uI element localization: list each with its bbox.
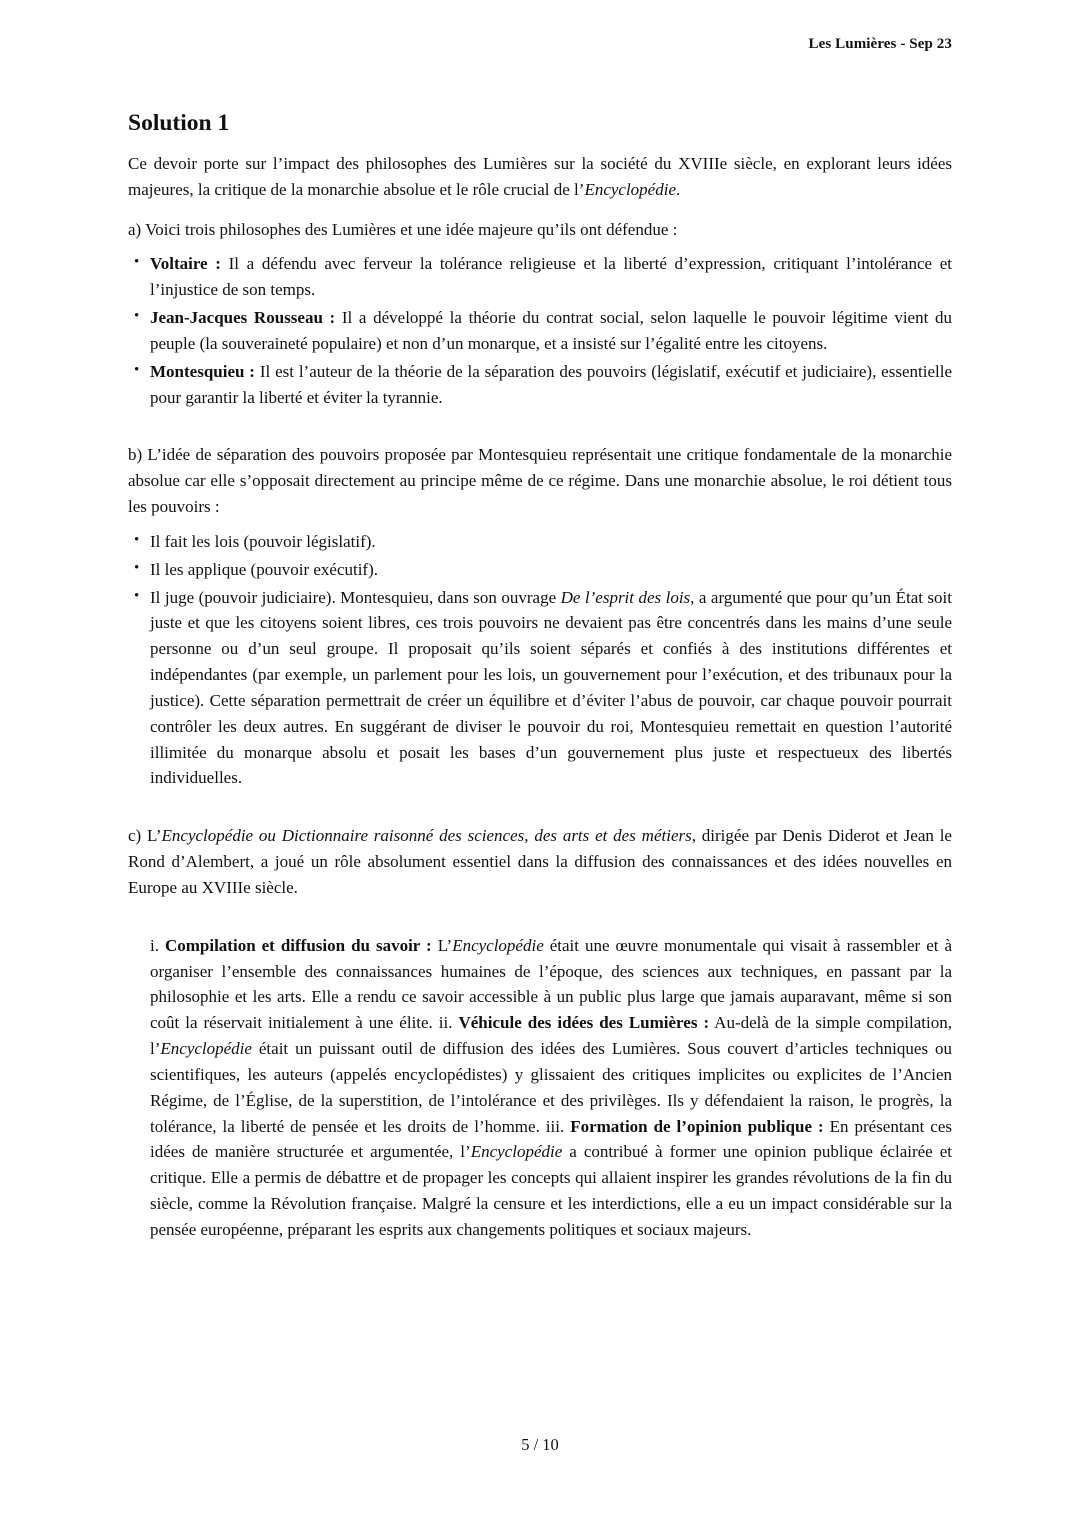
text-run: , dirigée par Denis Diderot et Jean le Rond d’Alembert, a joué un rôle absolument essentiel dans la diffusion des connaissances et des idées nouvelles en Europe au XVIIIe siècle.	[128, 826, 952, 897]
text-run: L’	[431, 935, 453, 955]
text-run: Encyclopédie	[160, 1039, 252, 1059]
paragraph	[128, 442, 952, 519]
bullet-item	[150, 585, 952, 792]
page-number: 5 / 10	[521, 1435, 559, 1454]
bullet-item	[150, 251, 952, 303]
text-run: Il juge (pouvoir judiciaire). Montesquieu, dans son ouvrage	[150, 587, 561, 607]
text-run: Encyclopédie	[452, 935, 544, 955]
text-run: c) L’	[128, 826, 162, 846]
text-run: Il les applique (pouvoir exécutif).	[150, 559, 379, 579]
text-run: i.	[150, 935, 165, 955]
text-run: a) Voici trois philosophes des Lumières et une idée majeure qu’ils ont défendue :	[128, 219, 678, 239]
text-run: Encyclopédie	[470, 1142, 563, 1162]
text-run: Au-delà de la simple compilation, l’	[150, 1013, 952, 1059]
paragraph	[128, 823, 952, 900]
text-run: Encyclopédie ou Dictionnaire raisonné des sciences, des arts et des métiers	[161, 826, 692, 846]
document-content	[128, 151, 952, 1243]
text-run: Compilation et diffusion du savoir :	[164, 935, 432, 955]
text-run: Voltaire :	[150, 254, 221, 274]
text-run: , a argumenté que pour qu’un État soit juste et que les citoyens soient libres, ces trois pouvoirs ne devaient pas être concentrés dans les mains d’une seule personne ou d’un seul groupe. Il proposait qu’ils soient séparés et confiés à des institutions différentes et indépendantes (par exemple, un parlement pour les lois, un gouvernement pour l’exécution, et des tribunaux pour la justice). Cette séparation permettrait de créer un équilibre et d’éviter l’abus de pouvoir, car chaque pouvoir pourrait contrôler les deux autres. En suggérant de diviser le pouvoir du roi, Montesquieu remettait en question l’autorité illimitée du monarque absolu et posait les bases d’un gouvernement plus juste et respectueux des libertés individuelles.	[150, 587, 952, 788]
page-title: Solution 1	[128, 110, 230, 136]
paragraph	[128, 151, 952, 203]
page-header	[128, 36, 952, 53]
text-run: Ce devoir porte sur l’impact des philosophes des Lumières sur la société du XVIIIe siècle, en explorant leurs idées majeures, la critique de la monarchie absolue et le rôle crucial de l’	[128, 154, 952, 199]
bullet-item	[150, 529, 952, 555]
text-run: .	[676, 179, 681, 199]
text-run: En présentant ces idées de manière structurée et argumentée, l’	[150, 1116, 952, 1162]
paragraph	[128, 217, 952, 243]
text-run: Il a développé la théorie du contrat social, selon laquelle le pouvoir légitime vient du peuple (la souveraineté populaire) et non d’un monarque, et a insisté sur l’égalité entre les citoyens.	[150, 308, 952, 353]
text-run: b) L’idée de séparation des pouvoirs proposée par Montesquieu représentait une critique fondamentale de la monarchie absolue car elle s’opposait directement au principe même de ce régime. Dans une monarchie absolue, le roi détient tous les pouvoirs :	[128, 445, 952, 517]
bullet-item	[150, 557, 952, 583]
bullet-list	[128, 529, 952, 791]
text-run: était une œuvre monumentale qui visait à rassembler et à organiser l’ensemble des connaissances humaines de l’époque, des sciences aux techniques, en passant par la philosophie et les arts. Elle a rendu ce savoir accessible à un public plus large que jamais auparavant, même si son coût la réservait initialement à une élite. ii.	[150, 935, 952, 1033]
text-run: Il a défendu avec ferveur la tolérance religieuse et la liberté d’expression, critiquant l’intolérance et l’injustice de son temps.	[150, 254, 952, 300]
text-run: Jean-Jacques Rousseau :	[150, 308, 336, 328]
header-text: Les Lumières - Sep 23	[808, 36, 952, 52]
text-run: Il fait les lois (pouvoir législatif).	[150, 531, 376, 551]
text-run: Il est l’auteur de la théorie de la séparation des pouvoirs (législatif, exécutif et judiciaire), essentielle pour garantir la liberté et éviter la tyrannie.	[150, 361, 952, 407]
text-run: Véhicule des idées des Lumières :	[458, 1013, 710, 1033]
bullet-item	[150, 305, 952, 357]
bullet-item	[150, 359, 952, 411]
paragraph	[150, 933, 952, 1243]
text-run: Formation de l’opinion publique :	[570, 1116, 824, 1136]
text-run: Montesquieu :	[150, 361, 255, 381]
bullet-list	[128, 251, 952, 410]
text-run: Encyclopédie	[584, 179, 676, 199]
text-run: a contribué à former une opinion publique éclairée et critique. Elle a permis de débattre et de propager les concepts qui allaient inspirer les grandes révolutions de la fin du siècle, comme la Révolution française. Malgré la censure et les interdictions, elle a eu un impact considérable sur la pensée européenne, préparant les esprits aux changements politiques et sociaux majeurs.	[150, 1142, 952, 1239]
text-run: était un puissant outil de diffusion des idées des Lumières. Sous couvert d’articles techniques ou scientifiques, les auteurs (appelés encyclopédistes) y glissaient des critiques implicites ou explicites de l’Ancien Régime, de l’Église, de la superstition, de l’intolérance et des privilèges. Ils y défendaient la raison, le progrès, la tolérance, la liberté de pensée et les droits de l’homme. iii.	[150, 1039, 952, 1136]
text-run: De l’esprit des lois	[560, 587, 691, 607]
